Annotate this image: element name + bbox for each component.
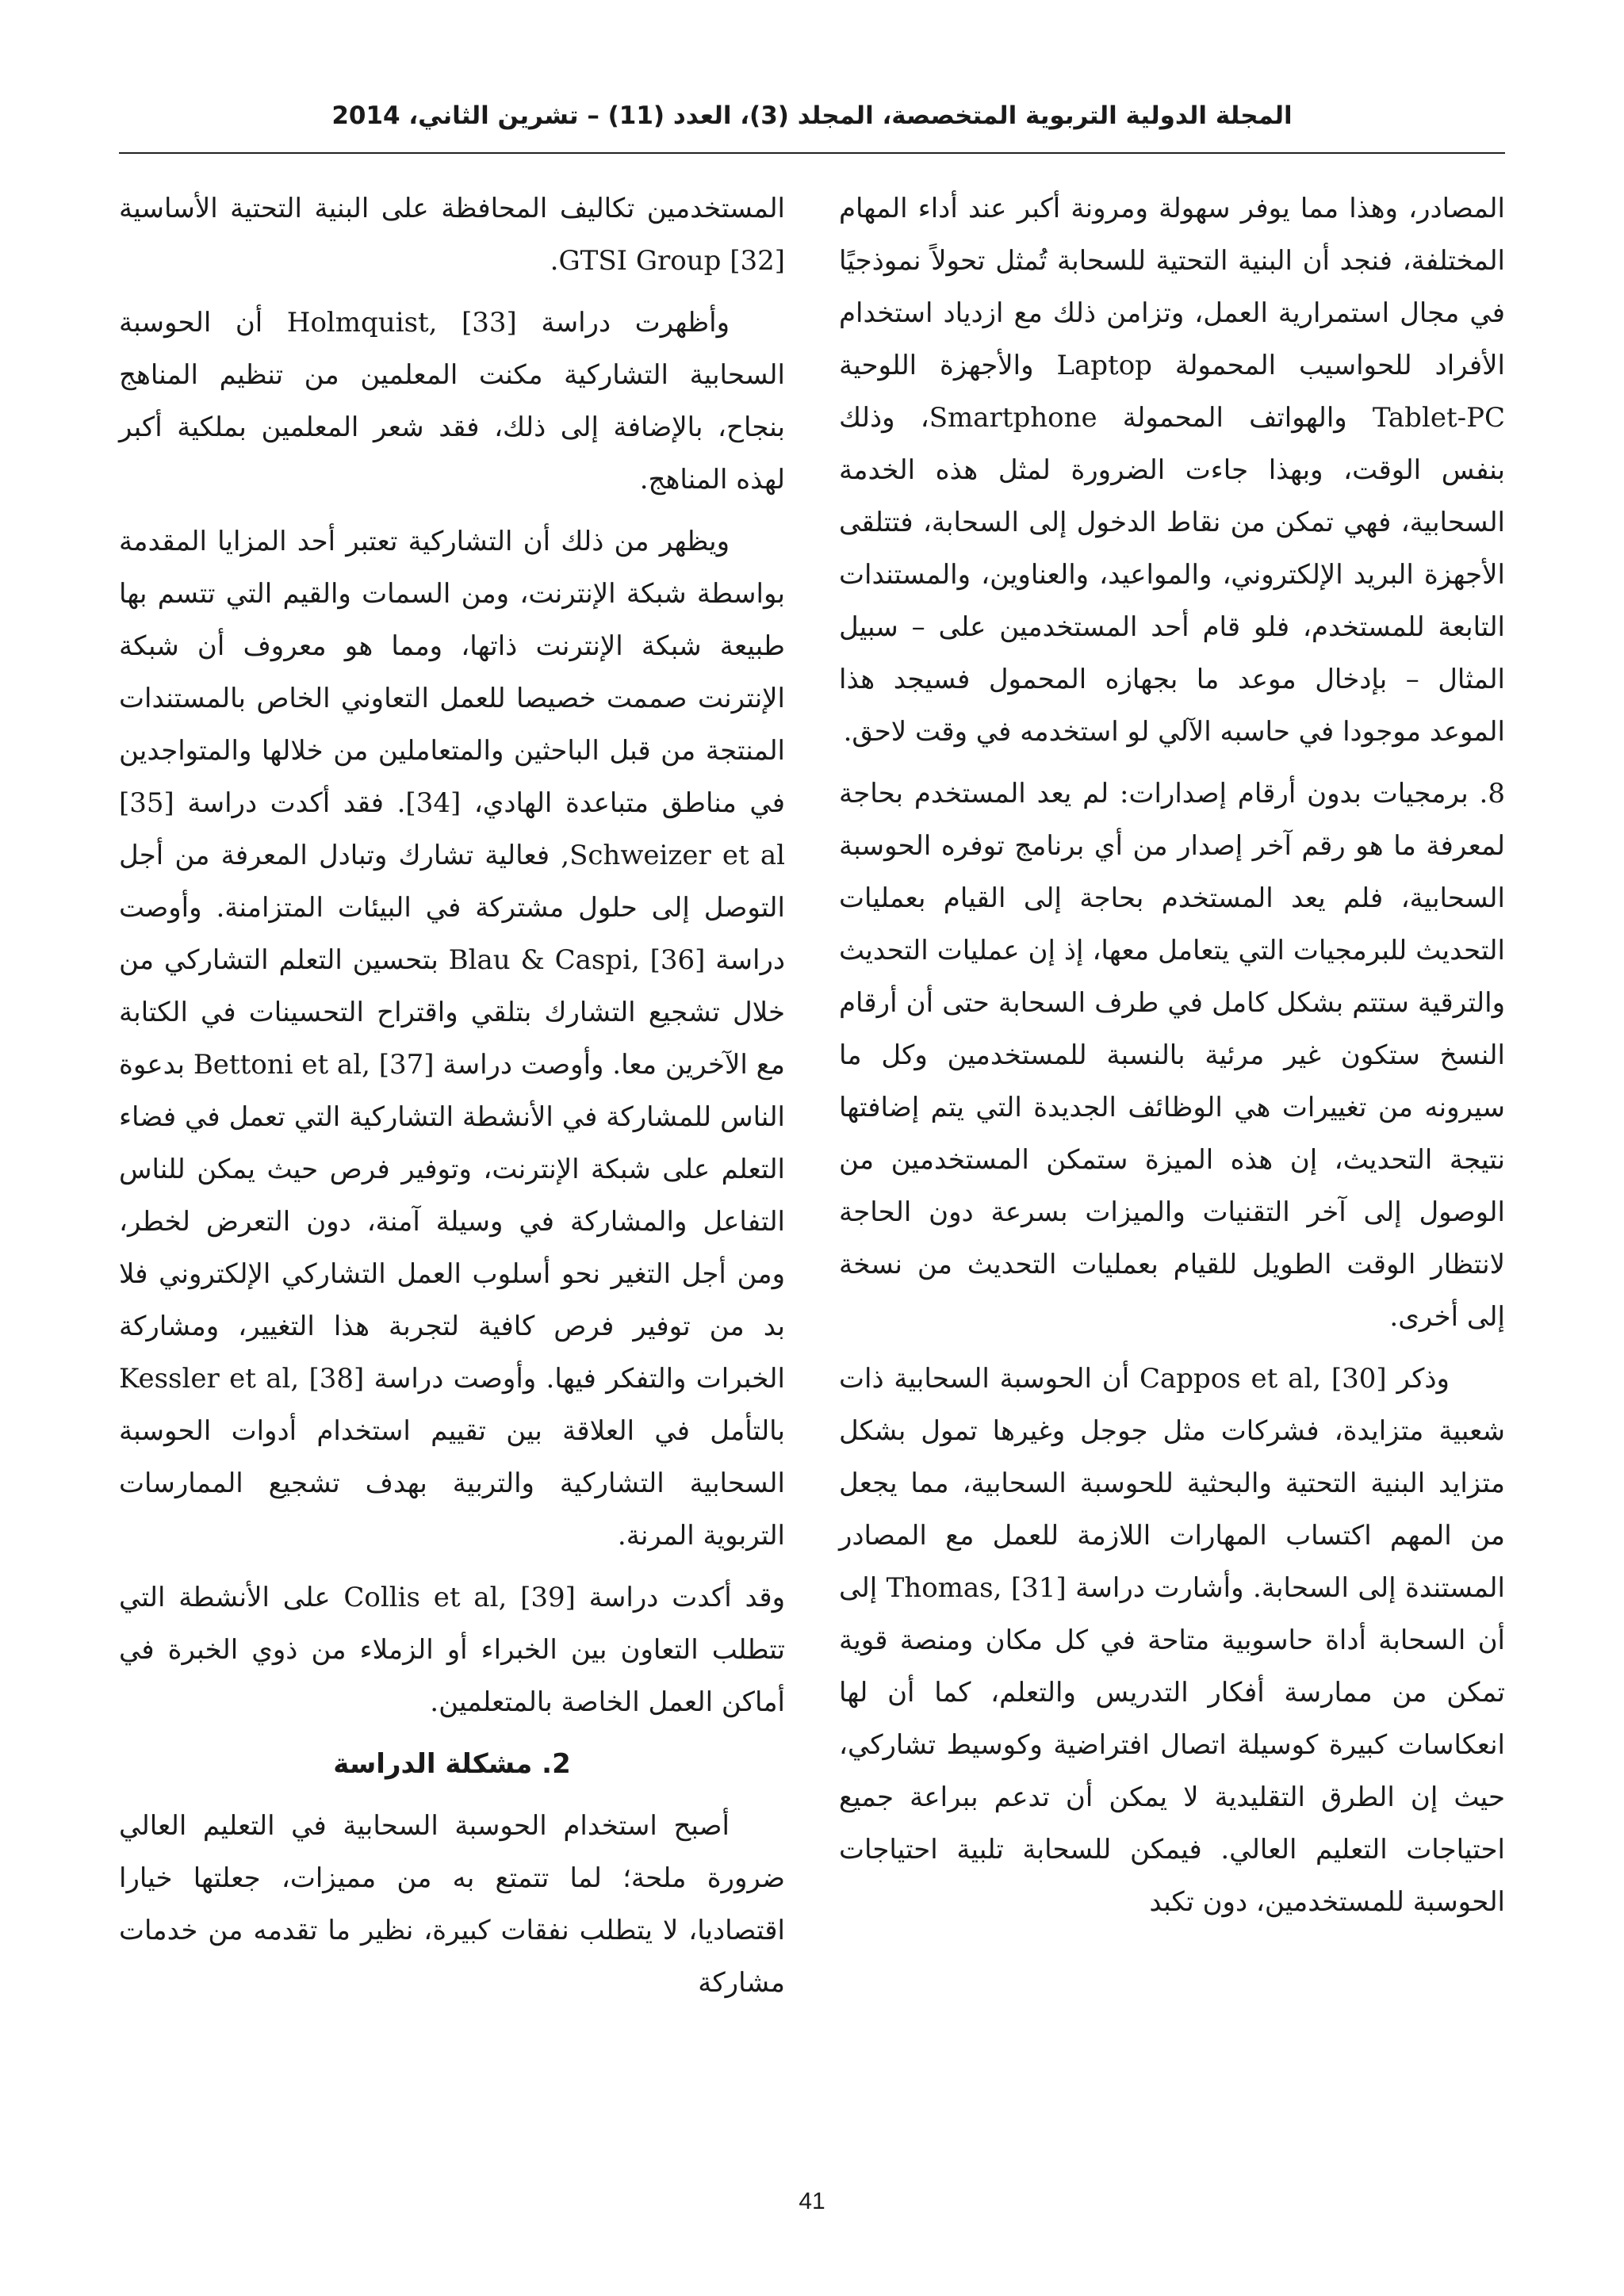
paragraph: وقد أكدت دراسة Collis et al, [39] على الأنشطة التي تتطلب التعاون بين الخبراء أو الزملاء من ذوي الخبرة في أماكن العمل الخاصة بالمتعلمين. bbox=[119, 1582, 785, 1718]
running-header: المجلة الدولية التربوية المتخصصة، المجلد (3)، العدد (11) – تشرين الثاني، 2014 bbox=[331, 101, 1293, 130]
section-heading: 2. مشكلة الدراسة bbox=[333, 1748, 571, 1780]
header-divider bbox=[119, 152, 1505, 154]
paragraph: ويظهر من ذلك أن التشاركية تعتبر أحد المزايا المقدمة بواسطة شبكة الإنترنت، ومن السمات والقيم التي تتسم بها طبيعة شبكة الإنترنت ذاتها، ومما هو معروف أن شبكة الإنترنت صممت خصيصا للعمل التعاوني الخاص بالمستندات المنتجة من قبل الباحثين والمتعاملين من خلالها والمتواجدين في مناطق متباعدة الهادي، [34]. فقد أكدت دراسة [35] Schweizer et al, فعالية تشارك وتبادل المعرفة من أجل التوصل إلى حلول مشتركة في البيئات المتزامنة. وأوصت دراسة Blau & Caspi, [36] بتحسين التعلم التشاركي من خلال تشجيع التشارك بتلقي واقتراح التحسينات في الكتابة مع الآخرين معا. وأوصت دراسة Bettoni et al, [37] بدعوة الناس للمشاركة في الأنشطة التشاركية التي تعمل في فضاء التعلم على شبكة الإنترنت، وتوفير فرص حيث يمكن للناس التفاعل والمشاركة في وسيلة آمنة، دون التعرض لخطر، ومن أجل التغير نحو أسلوب العمل التشاركي الإلكتروني فلا بد من توفير فرص كافية لتجربة هذا التغيير، ومشاركة الخبرات والتفكر فيها. وأوصت دراسة Kessler et al, [38] بالتأمل في العلاقة بين تقييم استخدام أدوات الحوسبة السحابية التشاركية والتربية بهدف تشجيع الممارسات التربوية المرنة. bbox=[119, 526, 785, 1552]
paragraph: 8. برمجيات بدون أرقام إصدارات: لم يعد المستخدم بحاجة لمعرفة ما هو رقم آخر إصدار من أي برنامج توفره الحوسبة السحابية، فلم يعد المستخدم بحاجة إلى القيام بعمليات التحديث للبرمجيات التي يتعامل معها، إذ إن عمليات التحديث والترقية ستتم بشكل كامل في طرف السحابة حتى أن أرقام النسخ ستكون غير مرئية بالنسبة للمستخدمين وكل ما سيرونه من تغييرات هي الوظائف الجديدة التي يتم إضافتها نتيجة التحديث، إن هذه الميزة ستمكن المستخدمين من الوصول إلى آخر التقنيات والميزات بسرعة دون الحاجة لانتظار الوقت الطويل للقيام بعمليات التحديث من نسخة إلى أخرى. bbox=[839, 778, 1505, 1333]
paragraph: وأظهرت دراسة Holmquist, [33] أن الحوسبة السحابية التشاركية مكنت المعلمين من تنظيم المناهج بنجاح، بالإضافة إلى ذلك، فقد شعر المعلمين بملكية أكبر لهذه المناهج. bbox=[119, 307, 785, 496]
right-column bbox=[839, 182, 1505, 1938]
page-number: 41 bbox=[799, 2188, 825, 2214]
left-column bbox=[119, 182, 785, 2019]
paragraph: أصبح استخدام الحوسبة السحابية في التعليم العالي ضرورة ملحة؛ لما تتمتع به من مميزات، جعلتها خيارا اقتصاديا، لا يتطلب نفقات كبيرة، نظير ما تقدمه من خدمات مشاركة bbox=[119, 1810, 785, 1999]
paragraph: المصادر، وهذا مما يوفر سهولة ومرونة أكبر عند أداء المهام المختلفة، فنجد أن البنية التحتية للسحابة تُمثل تحولاً نموذجيًا في مجال استمرارية العمل، وتزامن ذلك مع ازدياد استخدام الأفراد للحواسيب المحمولة Laptop والأجهزة اللوحية Tablet-PC والهواتف المحمولة Smartphone، وذلك بنفس الوقت، وبهذا جاءت الضرورة لمثل هذه الخدمة السحابية، فهي تمكن من نقاط الدخول إلى السحابة، فتتلقى الأجهزة البريد الإلكتروني، والمواعيد، والعناوين، والمستندات التابعة للمستخدم، فلو قام أحد المستخدمين على – سبيل المثال – بإدخال موعد ما بجهازه المحمول فسيجد هذا الموعد موجودا في حاسبه الآلي لو استخدمه في وقت لاحق. bbox=[839, 193, 1505, 748]
paragraph: المستخدمين تكاليف المحافظة على البنية التحتية الأساسية GTSI Group [32]. bbox=[119, 193, 785, 277]
paragraph: وذكر Cappos et al, [30] أن الحوسبة السحابية ذات شعبية متزايدة، فشركات مثل جوجل وغيرها تمول بشكل متزايد البنية التحتية والبحثية للحوسبة السحابية، مما يجعل من المهم اكتساب المهارات اللازمة للعمل مع المصادر المستندة إلى السحابة. وأشارت دراسة Thomas, [31] إلى أن السحابة أداة حاسوبية متاحة في كل مكان ومنصة قوية تمكن من ممارسة أفكار التدريس والتعلم، كما أن لها انعكاسات كبيرة كوسيلة اتصال افتراضية وكوسيط تشاركي، حيث إن الطرق التقليدية لا يمكن أن تدعم ببراعة جميع احتياجات التعليم العالي. فيمكن للسحابة تلبية احتياجات الحوسبة للمستخدمين، دون تكبد bbox=[839, 1363, 1505, 1918]
